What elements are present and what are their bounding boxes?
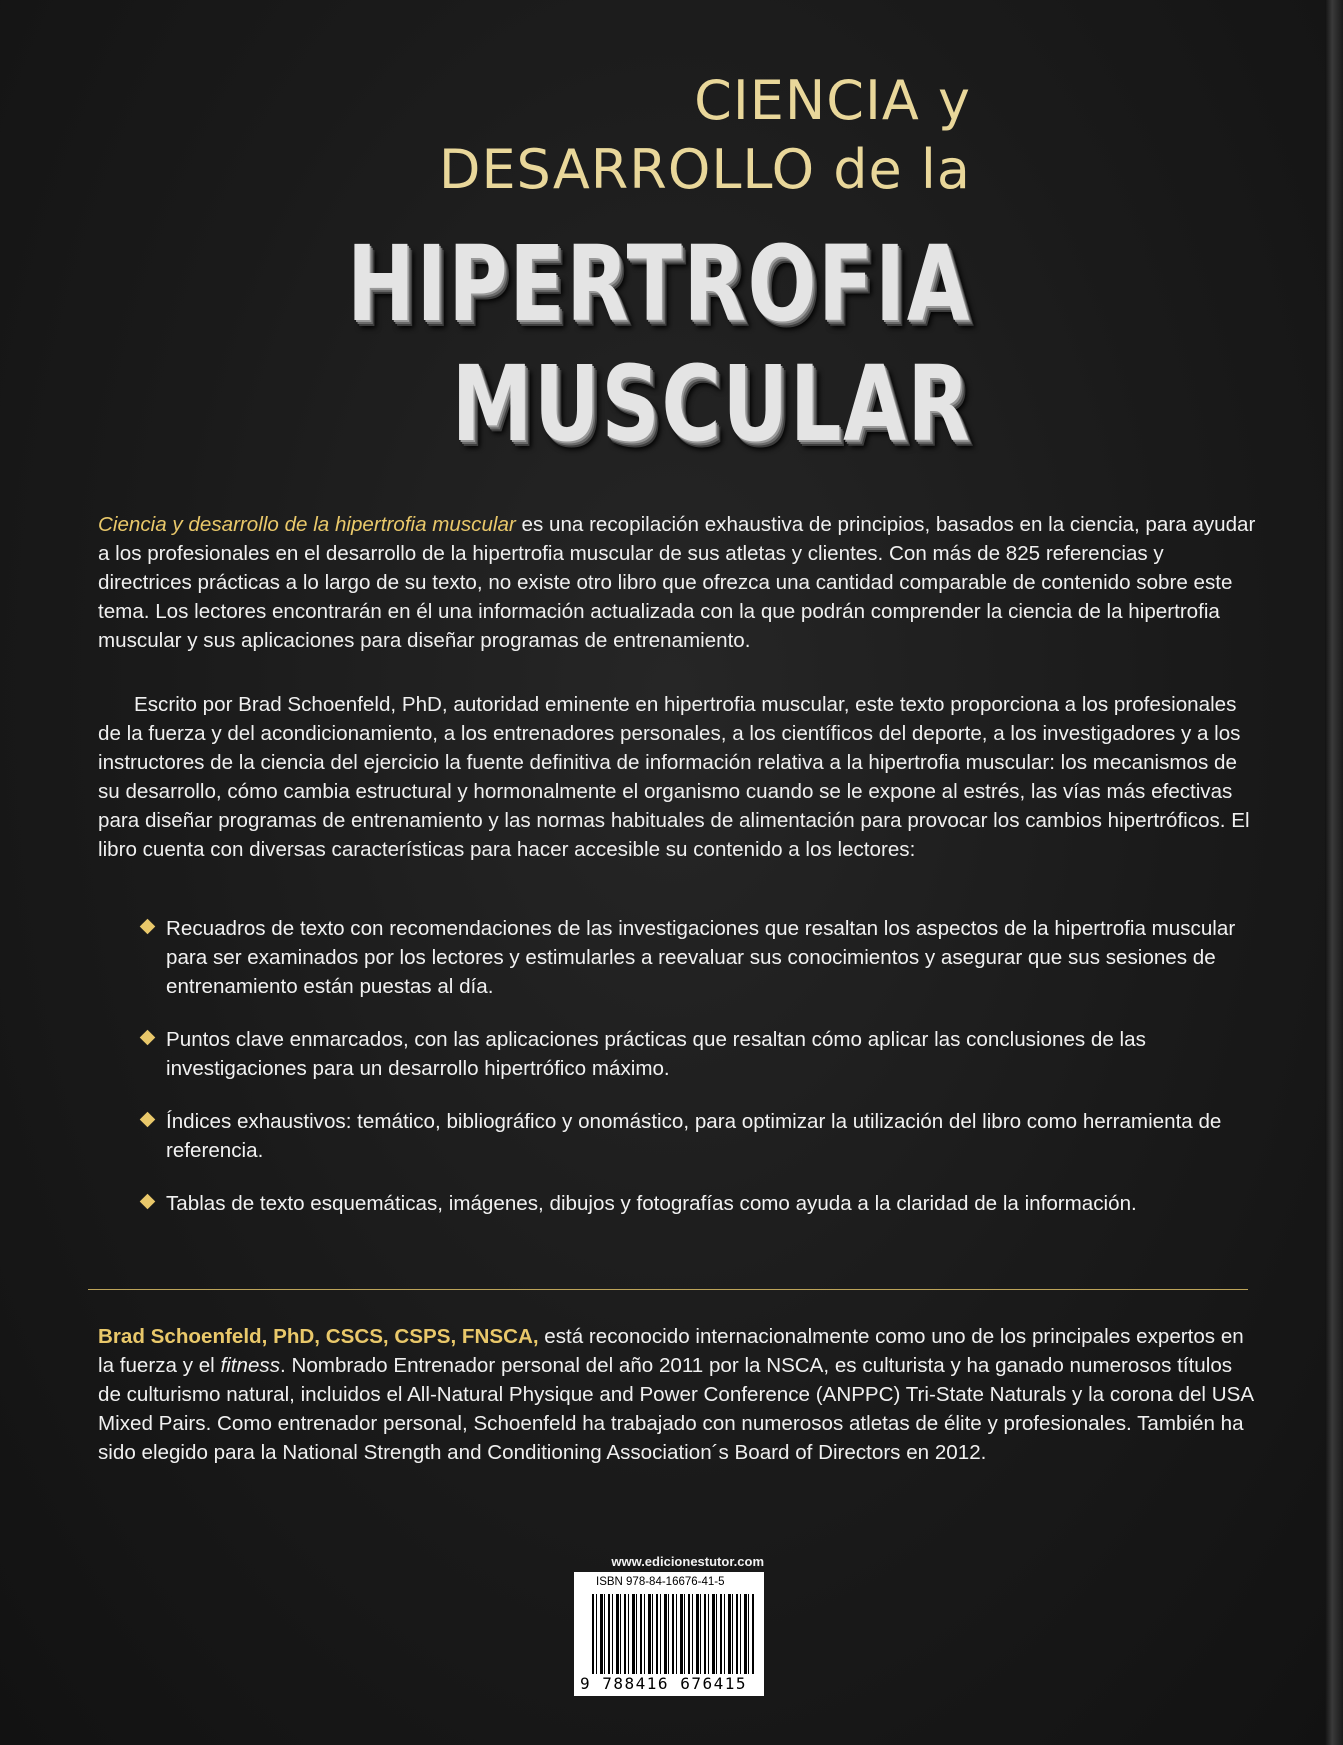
list-item <box>138 914 1258 1001</box>
isbn-label: ISBN 978-84-16676-41-5 <box>596 1576 725 1588</box>
diamond-bullet-icon <box>140 1194 156 1210</box>
author-bio-text-2: . Nombrado Entrenador personal del año 2011 por la NSCA, es culturista y ha ganado numerosos títulos de culturismo natural, incluidos el All-Natural Physique and Power Conference (ANPPC) Tri-State Naturals y la corona del USA Mixed Pairs. Como entrenador personal, Schoenfeld ha trabajado con numerosos atletas de élite y profesionales. También ha sido elegido para la National Strength and Conditioning Association´s Board of Directors en 2012. <box>98 1354 1253 1464</box>
author-bio-text-1: está reconocido internacionalmente como uno de los principales expertos en la fuerza y el <box>98 1325 1244 1377</box>
publisher-website: www.edicionestutor.com <box>611 1554 764 1569</box>
diamond-bullet-icon <box>140 1112 156 1128</box>
author-bio-italic: fitness <box>220 1354 281 1377</box>
title-line-1: CIENCIA y <box>694 69 971 132</box>
barcode-bars <box>592 1594 754 1674</box>
barcode-digits: 9 788416 676415 <box>580 1674 747 1693</box>
list-item <box>138 1025 1258 1083</box>
list-item-text: Índices exhaustivos: temático, bibliográfico y onomástico, para optimizar la utilización del libro como herramienta de referencia. <box>166 1110 1222 1162</box>
list-item-text: Puntos clave enmarcados, con las aplicaciones prácticas que resaltan cómo aplicar las conclusiones de las investigaciones para un desarrollo hipertrófico máximo. <box>166 1028 1146 1080</box>
list-item <box>138 1107 1258 1165</box>
description-paragraph-1 <box>98 510 1258 655</box>
author-name: Brad Schoenfeld, PhD, CSCS, CSPS, FNSCA, <box>98 1325 539 1348</box>
author-bio <box>98 1322 1258 1467</box>
title-line-4: MUSCULAR <box>451 343 971 465</box>
section-divider <box>88 1289 1248 1290</box>
list-item-text: Tablas de texto esquemáticas, imágenes, dibujos y fotografías como ayuda a la claridad de la información. <box>166 1192 1137 1215</box>
diamond-bullet-icon <box>140 919 156 935</box>
list-item-text: Recuadros de texto con recomendaciones de las investigaciones que resaltan los aspectos de la hipertrofia muscular para ser examinados por los lectores y estimularles a reevaluar sus conocimientos y asegurar que sus sesiones de entrenamiento están puestas al día. <box>166 917 1236 998</box>
barcode <box>574 1572 764 1696</box>
diamond-bullet-icon <box>140 1030 156 1046</box>
spine-edge <box>1325 0 1343 1745</box>
book-title-highlight: Ciencia y desarrollo de la hipertrofia muscular <box>98 513 516 536</box>
list-item <box>138 1189 1258 1218</box>
description-text: es una recopilación exhaustiva de principios, basados en la ciencia, para ayudar a los profesionales en el desarrollo de la hipertrofia muscular de sus atletas y clientes. Con más de 825 referencias y directrices prácticas a lo largo de su texto, no existe otro libro que ofrezca una cantidad comparable de contenido sobre este tema. Los lectores encontrarán en él una información actualizada con la que podrán comprender la ciencia de la hipertrofia muscular y sus aplicaciones para diseñar programas de entrenamiento. <box>98 513 1256 652</box>
title-line-3: HIPERTROFIA <box>346 223 971 345</box>
description-paragraph-2: Escrito por Brad Schoenfeld, PhD, autoridad eminente en hipertrofia muscular, este texto proporciona a los profesionales de la fuerza y del acondicionamiento, a los entrenadores personales, a los científicos del deporte, a los investigadores y a los instructores de la ciencia del ejercicio la fuente definitiva de información relativa a la hipertrofia muscular: los mecanismos de su desarrollo, cómo cambia estructural y hormonalmente el organismo cuando se le expone al estrés, las vías más efectivas para diseñar programas de entrenamiento y las normas habituales de alimentación para provocar los cambios hipertróficos. El libro cuenta con diversas características para hacer accesible su contenido a los lectores: <box>98 693 1250 861</box>
title-line-2: DESARROLLO de la <box>438 138 971 201</box>
features-list <box>138 914 1258 1242</box>
